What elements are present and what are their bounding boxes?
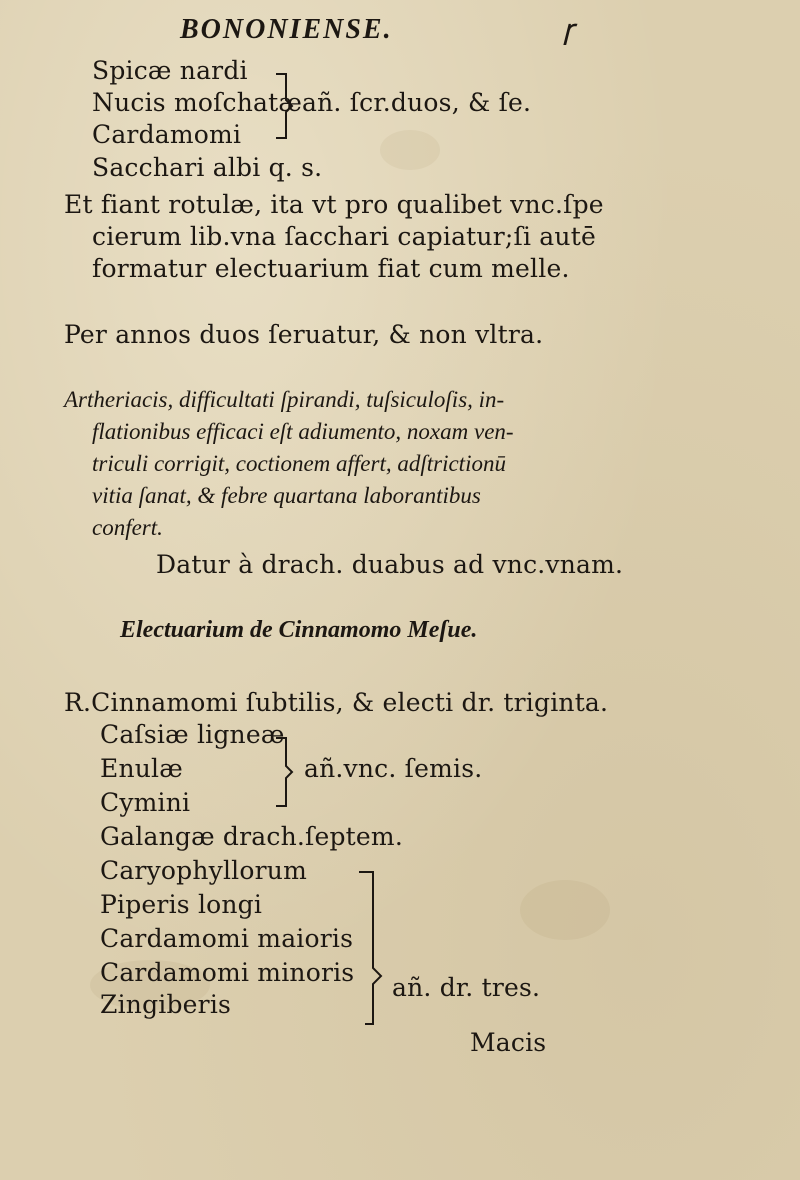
virtues-line: Artheriacis, difficultati ſpirandi, tuſsiculoſis, in- [64,387,505,412]
instruction-line: Et fiant rotulæ, ita vt pro qualibet vnc.ſpe [64,190,604,219]
virtues-line: confert. [92,515,163,540]
sugar-line: Sacchari albi q. s. [92,153,323,182]
dose-text: añ. ſcr.duos, & ſe. [302,88,532,117]
ingredient-line: Piperis longi [100,890,263,919]
ingredient-line: Caryophyllorum [100,856,307,885]
ingredient-line: Zingiberis [100,990,232,1019]
dosage-line: Datur à drach. duabus ad vnc.vnam. [156,550,624,579]
paper-stain [520,880,610,940]
instruction-line: cierum lib.vna ſacchari capiatur;ſi autē [92,222,596,251]
brace-icon [270,730,300,814]
ingredient-line: Cardamomi minoris [100,958,355,987]
preservation-line: Per annos duos ſeruatur, & non vltra. [64,320,544,349]
ingredient-line: Galangæ drach.ſeptem. [100,822,403,851]
ingredient-line: Nucis moſchatæ [92,88,303,117]
ingredient-line: Caſsiæ ligneæ [100,720,285,749]
ingredient-line: Spicæ nardi [92,56,248,85]
ingredient-line: Cymini [100,788,191,817]
paper-stain [380,130,440,170]
ingredient-line: Cardamomi [92,120,242,149]
brace-icon [270,66,300,146]
virtues-line: vitia ſanat, & febre quartana laborantibus [92,483,481,508]
virtues-line: flationibus efficaci eſt adiumento, noxam ven- [92,419,514,444]
running-title: BONONIENSE. [180,14,393,45]
dose-text: añ.vnc. ſemis. [304,754,483,783]
ingredient-line: Macis [470,1028,547,1057]
ingredient-line: Enulæ [100,754,183,783]
section-heading: Electuarium de Cinnamomo Meſue. [120,617,478,643]
instruction-line: formatur electuarium fiat cum melle. [92,254,570,283]
brace-icon [355,864,389,1034]
ingredient-line: Cardamomi maioris [100,924,354,953]
dose-text: añ. dr. tres. [392,973,541,1002]
recipe-line: R.Cinnamomi ſubtilis, & electi dr. triginta. [64,688,609,717]
virtues-line: triculi corrigit, coctionem affert, adſtrictionū [92,451,506,476]
page-signature: Ꞅ [563,20,574,45]
